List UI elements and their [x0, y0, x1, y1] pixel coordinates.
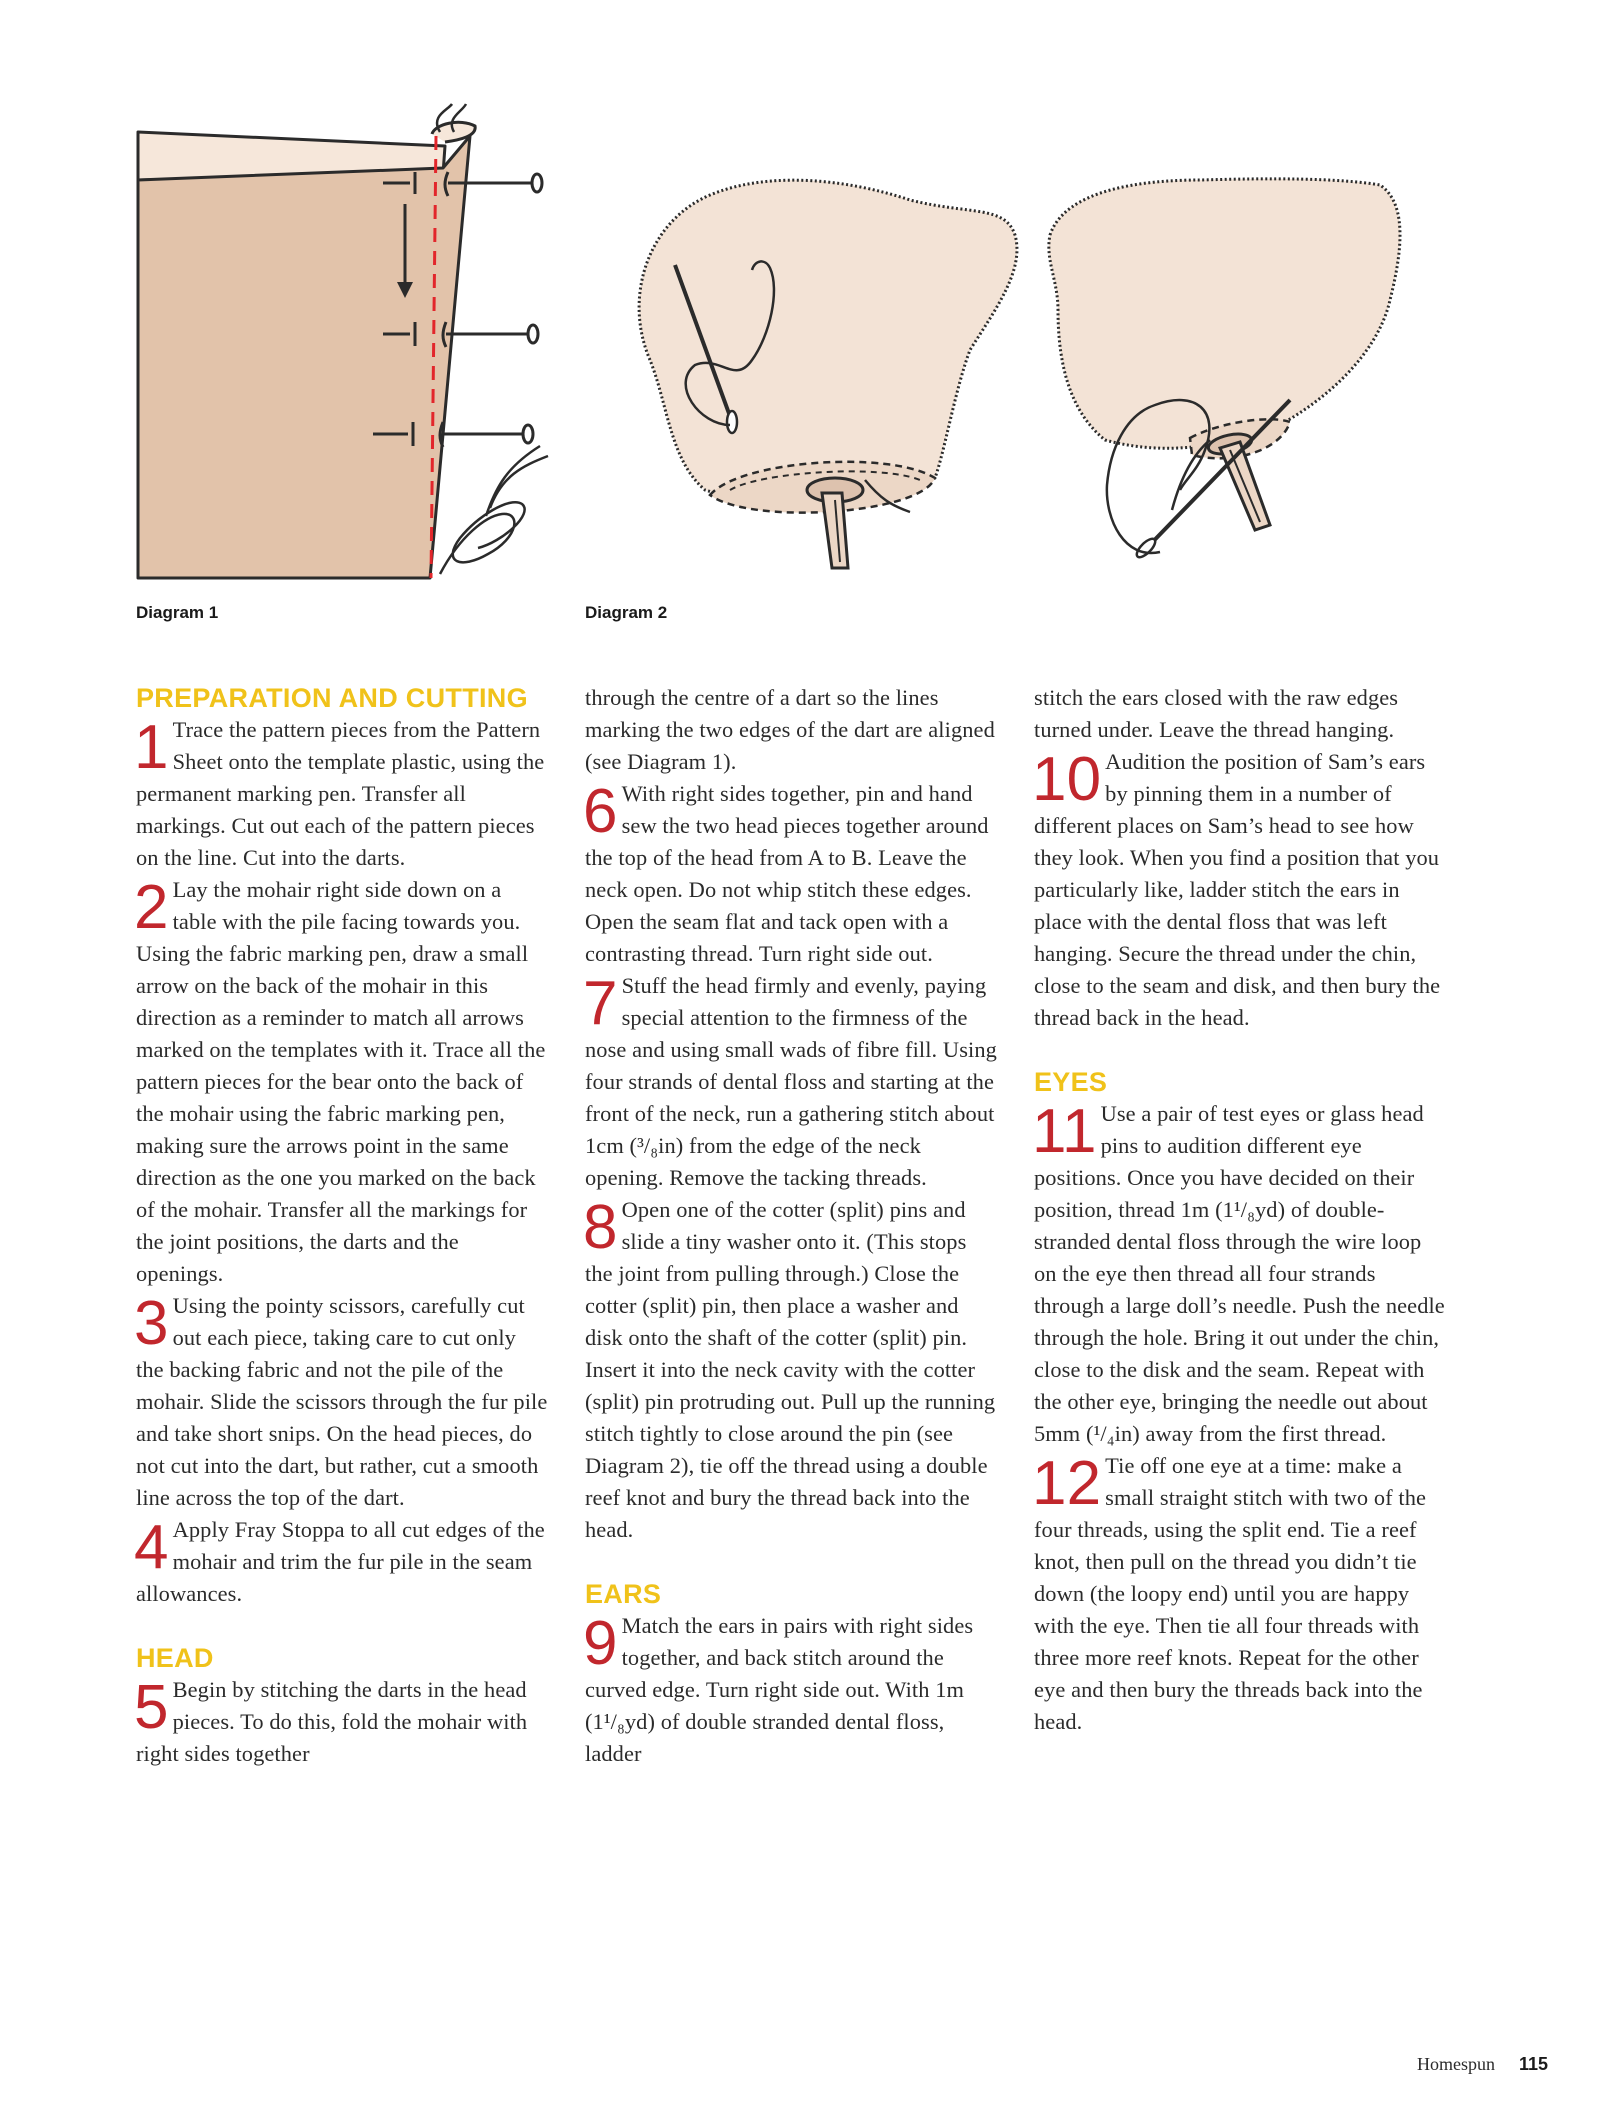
step-number: 8 — [583, 1193, 618, 1262]
step-text: Tie off one eye at a time: make a small straight stitch with two of the four threads, using the split end. Tie a reef knot, then pull on the thread you didn’t tie down (the loopy end) until you are happy with the eye. Then tie all four threads with three more reef knots. Repeat for the other eye and then bury the threads back into the head. — [1034, 1453, 1427, 1734]
step-number: 11 — [1032, 1097, 1097, 1166]
step-11 — [1034, 1098, 1446, 1450]
step-number: 5 — [134, 1673, 169, 1742]
thread-knot — [440, 446, 548, 574]
step-text: Using the pointy scissors, carefully cut out each piece, taking care to cut only the backing fabric and not the pile of the mohair. Slide the scissors through the fur pile and take short snips. On the head pieces, do not cut into the dart, but rather, cut a smooth line across the top of the dart. — [136, 1293, 548, 1510]
column-3 — [1034, 682, 1446, 1738]
page-number: 115 — [1518, 2054, 1548, 2074]
page-footer — [1417, 2054, 1548, 2075]
heading-eyes: EYES — [1034, 1067, 1108, 1097]
step-text: Trace the pattern pieces from the Pattern Sheet onto the template plastic, using the permanent marking pen. Transfer all markings. Cut out each of the pattern pieces on the line. Cut into the darts. — [136, 717, 545, 870]
bear-head-right — [1049, 179, 1400, 560]
step-text: Begin by stitching the darts in the head pieces. To do this, fold the mohair with right sides together — [136, 1677, 528, 1766]
step-5 — [136, 1674, 548, 1770]
step-text: Match the ears in pairs with right sides together, and back stitch around the curved edge. Turn right side out. With 1m (1¹/₈yd) of double stranded dental floss, ladder — [585, 1613, 974, 1766]
step-text: With right sides together, pin and hand sew the two head pieces together around the top of the head from A to B. Leave the neck open. Do not whip stitch these edges. Open the seam flat and tack open with a contrasting thread. Turn right side out. — [585, 781, 989, 966]
step-number: 4 — [134, 1513, 169, 1582]
bear-head-left — [639, 180, 1017, 568]
step-5-continued: through the centre of a dart so the lines marking the two edges of the dart are aligned (see Diagram 1). — [585, 685, 995, 774]
column-1 — [136, 682, 548, 1770]
diagram-1-caption: Diagram 1 — [136, 603, 219, 622]
step-1 — [136, 714, 548, 874]
fabric-front-piece — [138, 136, 470, 578]
publication-name: Homespun — [1416, 2054, 1495, 2074]
step-7 — [585, 970, 997, 1194]
step-4 — [136, 1514, 548, 1610]
diagram-2 — [580, 160, 1460, 590]
step-6 — [585, 778, 997, 970]
step-text: Lay the mohair right side down on a table with the pile facing towards you. Using the fabric marking pen, draw a small arrow on the back of the mohair in this direction as a reminder to match all arrows marked on the templates with it. Trace all the pattern pieces for the bear onto the back of the mohair using the fabric marking pen, making sure the arrows point in the same direction as the one you marked on the back of the mohair. Transfer all the markings for the joint positions, the darts and the openings. — [136, 877, 546, 1286]
step-number: 6 — [583, 777, 618, 846]
step-number: 9 — [583, 1609, 618, 1678]
step-text: Open one of the cotter (split) pins and slide a tiny washer onto it. (This stops the joint from pulling through.) Close the cotter (split) pin, then place a washer and disk onto the shaft of the cotter (split) pin. Insert it into the neck cavity with the cotter (split) pin protruding out. Pull up the running stitch tightly to close around the pin (see Diagram 2), tie off the thread using a double reef knot and bury the thread back into the head. — [585, 1197, 996, 1542]
step-10 — [1034, 746, 1446, 1034]
step-number: 10 — [1032, 745, 1102, 814]
step-2 — [136, 874, 548, 1290]
step-9 — [585, 1610, 997, 1770]
column-2 — [585, 682, 997, 1770]
diagram-1 — [130, 96, 570, 596]
step-number: 3 — [134, 1289, 169, 1358]
step-9-continued: stitch the ears closed with the raw edges turned under. Leave the thread hanging. — [1034, 685, 1399, 742]
heading-ears: EARS — [585, 1579, 662, 1609]
step-number: 12 — [1032, 1449, 1102, 1518]
step-text: Stuff the head firmly and evenly, paying special attention to the firmness of the nose and using small wads of fibre fill. Using four strands of dental floss and starting at the front of the neck, run a gathering stitch about 1cm (³/₈in) from the edge of the neck opening. Remove the tacking threads. — [585, 973, 997, 1190]
step-number: 2 — [134, 873, 169, 942]
step-number: 7 — [583, 969, 618, 1038]
heading-head: HEAD — [136, 1643, 214, 1673]
step-text: Audition the position of Sam’s ears by pinning them in a number of different places on Sam’s head to see how they look. When you find a position that you particularly like, ladder stitch the ears in place with the dental floss that was left hanging. Secure the thread under the chin, close to the seam and disk, and then bury the thread back in the head. — [1034, 749, 1441, 1030]
step-number: 1 — [134, 713, 169, 782]
step-3 — [136, 1290, 548, 1514]
heading-preparation: PREPARATION AND CUTTING — [136, 683, 528, 713]
step-12 — [1034, 1450, 1446, 1738]
step-text: Use a pair of test eyes or glass head pins to audition different eye positions. Once you have decided on their position, thread 1m (1¹/₈yd) of double-stranded dental floss through the wire loop on the eye then thread all four strands through a large doll’s needle. Push the needle through the hole. Bring it out under the chin, close to the disk and the seam. Repeat with the other eye, bringing the needle out about 5mm (¹/₄in) away from the first thread. — [1034, 1101, 1445, 1446]
step-text: Apply Fray Stoppa to all cut edges of the mohair and trim the fur pile in the seam allowances. — [136, 1517, 545, 1606]
step-8 — [585, 1194, 997, 1546]
diagram-2-caption: Diagram 2 — [585, 603, 668, 622]
